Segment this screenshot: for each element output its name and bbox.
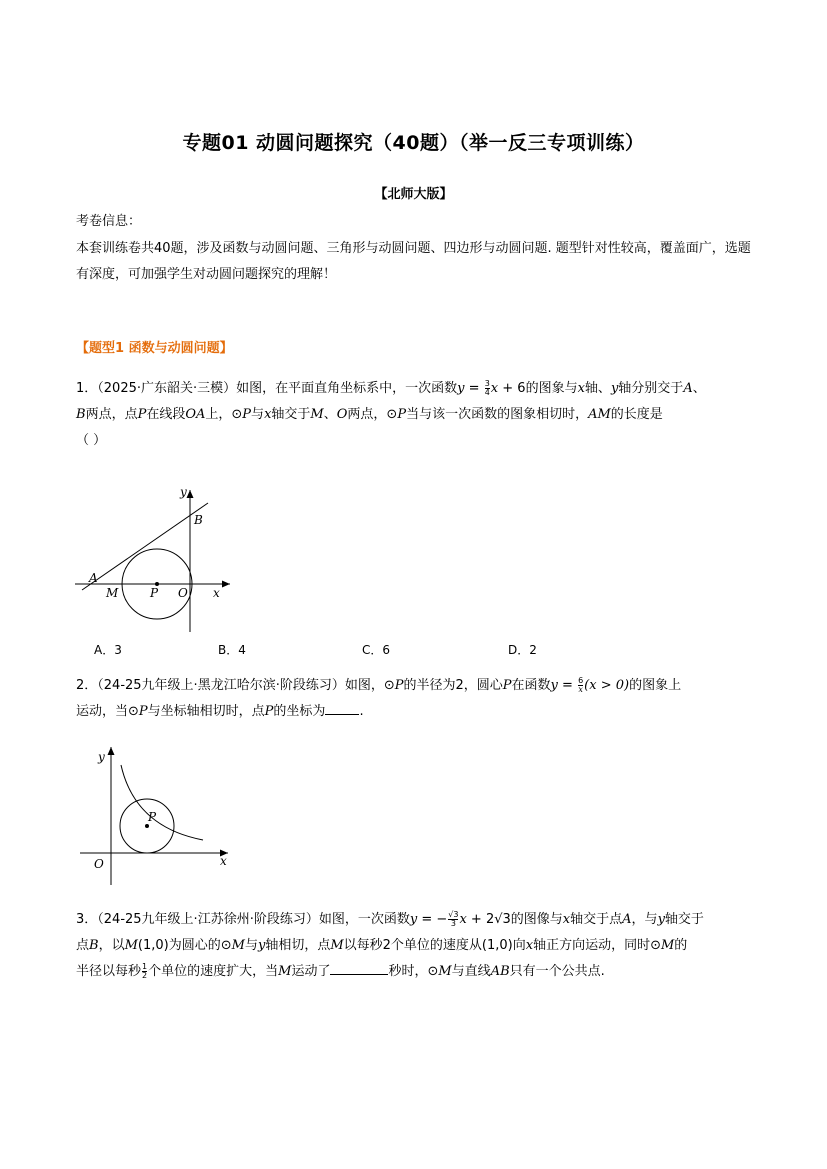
- q1-text: 的图象与: [525, 381, 578, 396]
- q1-option-d[interactable]: D．2: [508, 643, 537, 657]
- q1-option-a[interactable]: A．3: [94, 643, 122, 657]
- q2-var: P: [502, 678, 512, 693]
- q1-text: 当与该一次函数的图象相切时，: [406, 407, 589, 422]
- q2-figure: [80, 745, 240, 890]
- q3-text: 与直线: [451, 964, 491, 979]
- q1-option-b[interactable]: B．4: [218, 643, 246, 657]
- q1-number: 1．: [76, 381, 98, 396]
- q3-var: y: [257, 938, 266, 953]
- q3-fn-rest: + 2√3: [466, 912, 511, 927]
- info-text: 本套训练卷共40题，涉及函数与动圆问题、三角形与动圆问题、四边形与动圆问题. 题型针对性较高，覆盖面广，选题有深度，可加强学生对动圆问题探究的理解！: [76, 241, 751, 282]
- q3-fraction: [448, 911, 458, 928]
- q1-var: y: [610, 381, 619, 396]
- q2-label-x: x: [220, 854, 227, 868]
- q3-var: M: [231, 938, 245, 953]
- q1-label-y: y: [180, 485, 187, 499]
- q2-fn-cond: (x > 0): [584, 678, 630, 693]
- q1-text: 两点，⊙: [347, 407, 398, 422]
- q1-text: 的长度是: [610, 407, 663, 422]
- question-1: [76, 376, 756, 454]
- q1-var: O: [336, 407, 348, 422]
- q2-y-arrow: [108, 747, 115, 755]
- q1-label-m: M: [106, 586, 119, 600]
- q1-label-p: P: [150, 586, 159, 600]
- q1-frac-den: 4: [484, 388, 490, 397]
- q3-var: M: [438, 964, 452, 979]
- info-label: 考卷信息：: [76, 214, 142, 229]
- q1-text: 、: [323, 407, 337, 422]
- q1-var: P: [242, 407, 252, 422]
- q1-var: A: [683, 381, 693, 396]
- edition-label: 【北师大版】: [374, 187, 453, 202]
- q3-number: 3．: [76, 912, 98, 927]
- q2-frac-num: 6: [578, 676, 584, 685]
- q3-text: 半径以每秒: [76, 964, 142, 979]
- q2-label-y: y: [98, 750, 105, 764]
- section-title: 【题型1 函数与动圆问题】: [76, 341, 233, 356]
- q3-frac2-den: 2: [142, 971, 148, 980]
- q2-number: 2．: [76, 678, 98, 693]
- question-2: [76, 673, 756, 725]
- q3-frac-num: √3: [448, 910, 459, 919]
- q1-text: 上，⊙: [205, 407, 243, 422]
- q3-var: x: [562, 912, 571, 927]
- q1-y-arrow: [187, 490, 194, 498]
- q3-text: 以每秒2个单位的速度从(1,0)向: [343, 938, 526, 953]
- q2-text: 的半径为2，圆心: [403, 678, 503, 693]
- q2-label-o: O: [94, 857, 104, 871]
- page-title: 专题01 动圆问题探究（40题）（举一反三专项训练）: [182, 132, 645, 154]
- q3-frac-den: 3: [450, 919, 456, 928]
- q3-text: ，与: [631, 912, 658, 927]
- q3-frac2-num: 1: [142, 962, 148, 971]
- q1-var: AM: [588, 407, 611, 422]
- q2-text: .: [359, 704, 364, 719]
- q2-var: P: [138, 704, 148, 719]
- q1-text: 如图，在平面直角坐标系中，一次函数: [236, 381, 458, 396]
- q3-text: 如图，一次函数: [318, 912, 410, 927]
- q3-var: M: [124, 938, 138, 953]
- q3-var: B: [89, 938, 99, 953]
- q1-line-ab: [82, 503, 208, 590]
- q1-label-x: x: [213, 586, 220, 600]
- q2-center-p: [145, 824, 149, 828]
- q3-text: 秒时，⊙: [388, 964, 439, 979]
- q1-var: x: [577, 381, 585, 396]
- q1-figure: [70, 480, 240, 640]
- q3-text: 轴交于点: [570, 912, 623, 927]
- q3-var: AB: [490, 964, 510, 979]
- q2-var: P: [394, 678, 404, 693]
- q1-label-o: O: [178, 586, 188, 600]
- q1-fn-rest: + 6: [498, 381, 526, 396]
- q3-fn-eq: = −: [417, 912, 448, 927]
- q2-text: 运动，当⊙: [76, 704, 139, 719]
- q1-var: M: [310, 407, 324, 422]
- q3-text: 的: [674, 938, 688, 953]
- q3-text: 的图像与: [510, 912, 563, 927]
- q1-fn-x: x: [490, 381, 499, 396]
- q2-fraction: [578, 677, 583, 694]
- q3-text: 点: [76, 938, 90, 953]
- q2-fn-eq: =: [557, 678, 578, 693]
- q3-source: （24-25九年级上·江苏徐州·阶段练习）: [97, 912, 319, 927]
- q1-frac-num: 3: [484, 379, 490, 388]
- q3-var: M: [278, 964, 292, 979]
- q1-source: （2025·广东韶关·三模）: [97, 381, 237, 396]
- q3-text: 与: [244, 938, 258, 953]
- q3-text: ，以: [98, 938, 125, 953]
- q1-answer-paren: （ ）: [76, 433, 107, 448]
- q2-var: P: [264, 704, 274, 719]
- question-3: [76, 907, 756, 985]
- q1-text: 、: [692, 381, 706, 396]
- q1-var: P: [137, 407, 147, 422]
- q3-text: 只有一个公共点.: [509, 964, 605, 979]
- q2-text: 如图，⊙: [344, 678, 395, 693]
- q1-text: 轴、: [584, 381, 611, 396]
- q2-frac-den: x: [578, 685, 583, 694]
- q2-text: 的图象上: [629, 678, 682, 693]
- q3-text: 轴相切，点: [265, 938, 331, 953]
- q3-text: 轴交于: [664, 912, 704, 927]
- q1-fn-y: y: [457, 381, 465, 396]
- q1-text: 在线段: [146, 407, 186, 422]
- q3-var: M: [330, 938, 344, 953]
- q2-text: 在函数: [511, 678, 551, 693]
- q1-var: OA: [185, 407, 206, 422]
- q3-var: M: [660, 938, 675, 953]
- q3-var: x: [525, 938, 534, 953]
- q1-text: 轴分别交于: [618, 381, 684, 396]
- q1-var: B: [76, 407, 86, 422]
- q1-label-b: B: [194, 513, 203, 527]
- q3-fn-y: y: [409, 912, 418, 927]
- q1-text: 与: [251, 407, 265, 422]
- q1-label-a: A: [89, 571, 98, 585]
- q3-text: (1,0)为圆心的⊙: [137, 938, 232, 953]
- q1-fraction: [485, 380, 490, 397]
- q3-text: 轴正方向运动，同时⊙: [533, 938, 661, 953]
- q3-text: 个单位的速度扩大，当: [148, 964, 279, 979]
- q3-var: y: [657, 912, 665, 927]
- q3-fn-x: x: [459, 912, 467, 927]
- q3-var: A: [622, 912, 632, 927]
- q1-text: 轴交于: [271, 407, 311, 422]
- q1-text: 两点，点: [85, 407, 138, 422]
- q1-var: P: [397, 407, 407, 422]
- q2-text: 与坐标轴相切时，点: [147, 704, 265, 719]
- q2-answer-blank[interactable]: [325, 700, 359, 715]
- q2-label-p: P: [148, 810, 157, 824]
- q1-option-c[interactable]: C．6: [362, 643, 391, 657]
- q3-text: 运动了: [291, 964, 331, 979]
- q1-fn-eq: =: [464, 381, 484, 396]
- q2-text: 的坐标为: [273, 704, 326, 719]
- q1-x-arrow: [222, 581, 230, 588]
- q3-answer-blank[interactable]: [330, 960, 388, 975]
- q2-source: （24-25九年级上·黑龙江哈尔滨·阶段练习）: [97, 678, 345, 693]
- q1-var: x: [264, 407, 272, 422]
- q2-fn-y: y: [550, 678, 558, 693]
- q3-fraction-half: [142, 963, 147, 980]
